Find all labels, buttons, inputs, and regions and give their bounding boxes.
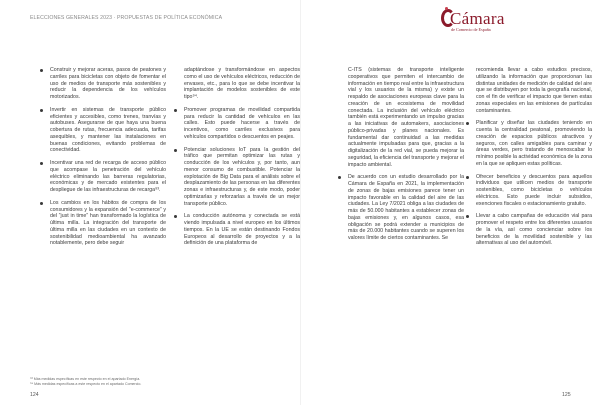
bullet-text: Construir y mejorar aceras, pasos de peatones y carriles para bicicletas con objeto de fomentar el uso de medios de transporte más sostenibles y reducir la dependencia de los vehículos motorizados. [50, 67, 166, 100]
bullet-item [40, 200, 166, 247]
bullet-text: De acuerdo con un estudio desarrollado por la Cámara de España en 2021, la implementación de zonas de bajas emisiones parece tener un impacto favorable en la calidad del aire de las ciudades. La Ley 7/2021 obliga a las ciudades de más de 50.000 habitantes a establecer zonas de bajas emisiones y, en algunos casos, esa obligación se podrá extender a municipios de más de 20.000 habitantes cuando se superen los valores límite de ciertos contaminantes. Se [348, 174, 464, 241]
paragraph: recomienda llevar a cabo estudios precisos, utilizando la información que proporcionan las distintas unidades de medición de calidad del aire que se distribuyen por toda la geografía nacional, con el fin de verificar el impacto que tienen estas zonas especiales en las emisiones de partículas contaminantes. [476, 67, 592, 114]
bullet-item [466, 174, 592, 208]
bullet-item [338, 174, 464, 242]
bullet-item [40, 160, 166, 194]
bullet-dot-icon [174, 109, 177, 112]
bullet-item [174, 147, 300, 208]
column-1 [40, 67, 166, 253]
bullet-dot-icon [174, 149, 177, 152]
column-2 [174, 67, 300, 253]
paragraph: C-ITS (sistemas de transporte inteligente cooperativos que permiten el intercambio de información en tiempo real entre la infraestructura vial y los usuarios de la misma) y existe un respaldo de asociaciones europeas clave para la creación de un ecosistema de movilidad conectada. La inclusión del vehículo eléctrico también está experimentando un impulso gracias a las iniciativas de automakers, asociaciones público-privadas y planes nacionales. Es fundamental dar continuidad a las medidas actualmente impulsadas para que, gracias a la digitalización de la red vial, se pueda mejorar la seguridad, la eficiencia del transporte y mejorar el impacto ambiental. [348, 67, 464, 168]
column-4 [466, 67, 592, 253]
bullet-text: Ofrecer beneficios y descuentos para aquellos individuos que utilicen medios de transporte sostenibles, como bicicletas o vehículos eléctricos. Esto puede incluir subsidios, exenciones fiscales o estacionamiento gratuito. [476, 173, 592, 207]
bullet-dot-icon [466, 122, 469, 125]
bullet-item [174, 107, 300, 141]
bullet-dot-icon [466, 176, 469, 179]
footnote-94: ⁹⁴ Más medidas específicas a este respecto en el apartado Comercio. [30, 381, 142, 386]
bullet-text: Planificar y diseñar las ciudades teniendo en cuenta la centralidad peatonal, promoviendo la creación de espacios públicos atractivos y seguros, con calles amigables para caminar y áreas verdes, pero tratando de menoscabar lo mínimo posible la actividad económica de la zona en la que se apliquen estas políticas. [476, 120, 592, 167]
column-3 [338, 67, 464, 248]
camara-logo [441, 7, 551, 37]
bullet-dot-icon [338, 176, 341, 179]
logo-wordmark: Cámara [450, 9, 505, 28]
bullet-text: Incentivar una red de recarga de acceso público que acompase la penetración del vehículo eléctrico eliminando las barreras regulatorias, económicas y de mercado existentes para el despliegue de las infraestructuras de recarga⁹³. [50, 160, 166, 193]
logo-dot-icon [445, 7, 448, 10]
footnote-93: ⁹³ Más medidas específicas en este respecto en el apartado Energía. [30, 377, 141, 381]
bullet-dot-icon [40, 162, 43, 165]
bullet-text: Potenciar soluciones IoT para la gestión del tráfico que permitan optimizar las rutas y conducción de los vehículos y, por tanto, aun menor consumo de combustible. Potenciar la explotación de Big Data para el análisis sobre el desplazamiento de las personas en las diferentes zonas e infraestructuras y, de este modo, poder optimizarlas y reforzarlas a través de un mejor transporte público. [184, 146, 300, 207]
footnotes [30, 377, 141, 386]
page-number-right: 125 [562, 392, 571, 398]
bullet-dot-icon [40, 202, 43, 205]
bullet-text: Llevar a cabo campañas de educación vial para promover el respeto entre los diferentes usuarios de la vía, así como concienciar sobre los beneficios de la movilidad sostenible y las alternativas al uso del automóvil. [476, 213, 592, 247]
bullet-item [40, 67, 166, 101]
bullet-text: Invertir en sistemas de transporte público eficientes y accesibles, como trenes, tranvías y autobuses. Asegurarse de que haya una buena cobertura de rutas, frecuencia adecuada, tarifas asequibles, y mantener las instalaciones en buenas condiciones, evitando problemas de conectividad. [50, 106, 166, 154]
logo-subtitle: de Comercio de España [451, 27, 491, 32]
bullet-item [40, 107, 166, 154]
bullet-text: Promover programas de movilidad compartida para reducir la cantidad de vehículos en las calles. Esto puede hacerse a través de incentivos, como carriles exclusivos para vehículos compartidos o descuentos en peajes. [184, 106, 300, 140]
bullet-dot-icon [40, 109, 43, 112]
bullet-item [174, 213, 300, 247]
bullet-dot-icon [174, 215, 177, 218]
bullet-dot-icon [40, 69, 43, 72]
running-header: ELECCIONES GENERALES 2023 · PROPUESTAS DE POLÍTICA ECONÓMICA [30, 15, 223, 21]
bullet-text: Los cambios en los hábitos de compra de los consumidores y la expansión del “e-commerce” y del “just in time” han transformado la logística de última milla. La integración del transporte de última milla en las ciudades en un contexto de sostenibilidad medioambiental ha avanzado notablemente, pero debe seguir [50, 199, 166, 247]
paragraph: adaptándose y transformándose en aspectos como el uso de vehículos eléctricos, reducción de envases, etc., para lo que se debe incentivar la implantación de modelos sostenibles de este tipo⁹⁴. [184, 67, 300, 100]
bullet-item [466, 120, 592, 167]
page-fold [300, 0, 301, 405]
bullet-text: La conducción autónoma y conectada se está viendo impulsada a nivel europeo en los últimos tiempos. En la UE se están destinando Fondos Europeos al desarrollo de proyectos y a la definición de una plataforma de [184, 213, 300, 247]
bullet-dot-icon [466, 215, 469, 218]
bullet-item [466, 213, 592, 247]
page-number-left: 124 [30, 392, 39, 398]
